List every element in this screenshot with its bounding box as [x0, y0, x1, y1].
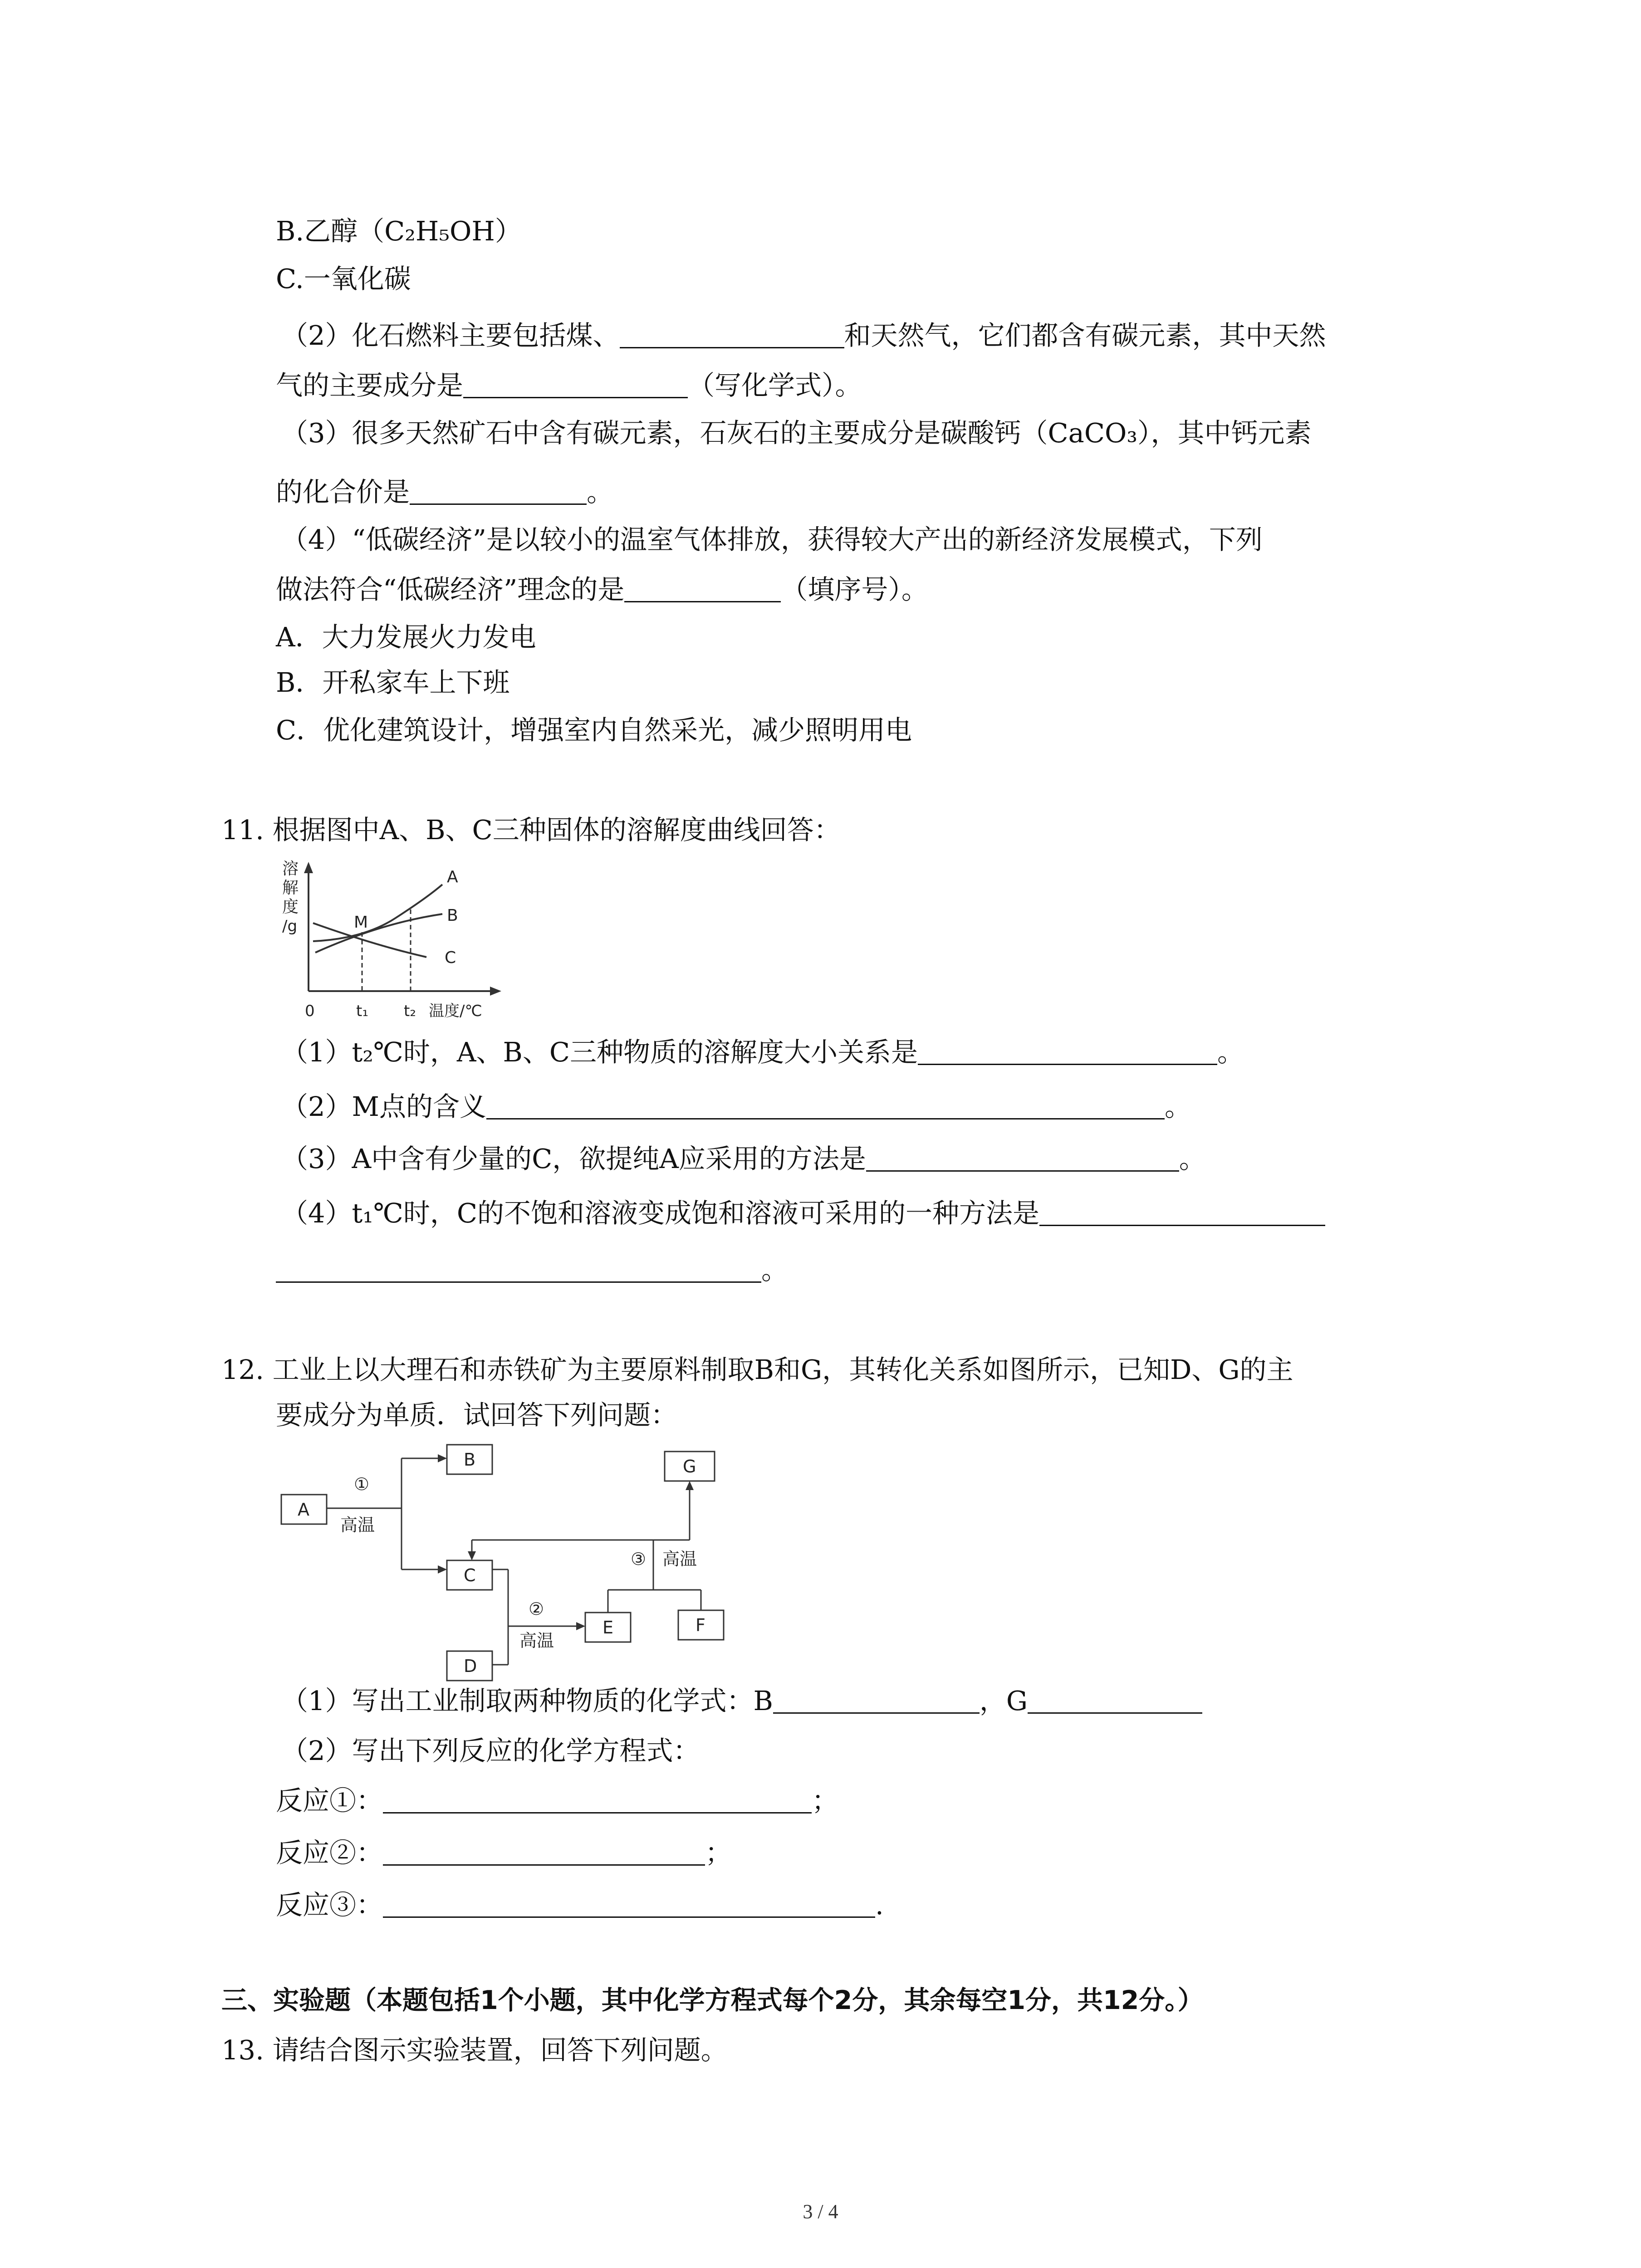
q10-part3-text-b: 的化合价是 — [276, 476, 410, 508]
section3-heading: 三、实验题（本题包括1个小题，其中化学方程式每个2分，其余每空1分，共12分。） — [221, 1985, 1204, 2015]
q12-reaction3-label: 反应③： — [276, 1889, 383, 1921]
q12-reaction3-blank[interactable] — [383, 1890, 875, 1918]
q12-sub1-text-g: ，G — [979, 1685, 1028, 1716]
q11-sub3-end: 。 — [1179, 1143, 1206, 1174]
reaction-3-mark: ③ — [631, 1549, 647, 1569]
arrowhead-b — [438, 1454, 447, 1462]
q12-reaction3 — [276, 1887, 884, 1923]
q11-sub2-end: 。 — [1164, 1091, 1191, 1122]
q11-sub4-blank2[interactable] — [276, 1255, 761, 1283]
graph-t1-label: t₁ — [356, 1002, 368, 1020]
q10-part4-option-a: A．大力发展火力发电 — [276, 621, 536, 653]
q10-part2-blank1[interactable] — [620, 321, 844, 348]
q12-reaction1 — [276, 1783, 838, 1819]
box-f-label: F — [696, 1615, 705, 1635]
arrowhead-c-back — [468, 1551, 476, 1560]
q11-sub2-text: （2）M点的含义 — [281, 1091, 486, 1122]
q12-reaction2 — [276, 1835, 732, 1871]
q10-part4-text-b: 做法符合“低碳经济”理念的是 — [276, 574, 625, 605]
q10-part4-line1: （4）“低碳经济”是以较小的温室气体排放，获得较大产出的新经济发展模式，下列 — [281, 524, 1263, 555]
q12-sub1-blank-g[interactable] — [1028, 1686, 1202, 1714]
box-e-label: E — [603, 1618, 614, 1637]
graph-ylabel-1: 溶 — [282, 860, 299, 878]
q10-part3-line2 — [276, 474, 613, 510]
q12-reaction2-blank[interactable] — [383, 1838, 705, 1866]
curve-b — [315, 914, 442, 953]
q10-part2-line1 — [281, 318, 1326, 354]
q10-part2-line2 — [276, 367, 862, 404]
q11-sub1 — [281, 1034, 1244, 1070]
q10-part3-text-c: 。 — [587, 476, 614, 508]
q10-part4-line2 — [276, 572, 928, 608]
q12-sub2: （2）写出下列反应的化学方程式： — [281, 1735, 700, 1766]
arrowhead-g — [686, 1481, 694, 1490]
q11-sub4-line2 — [276, 1252, 788, 1288]
q12-sub1 — [281, 1683, 1202, 1719]
q12-reaction2-label: 反应②： — [276, 1837, 383, 1868]
graph-y-arrow — [304, 862, 313, 873]
point-m-label: M — [354, 913, 368, 932]
q11-sub4-blank1[interactable] — [1039, 1198, 1325, 1226]
q12-stem-line2: 要成分为单质．试回答下列问题： — [276, 1399, 678, 1431]
q12-reaction1-label: 反应①： — [276, 1785, 383, 1816]
box-c-label: C — [464, 1565, 476, 1585]
q11-sub4-text: （4）t₁℃时，C的不饱和溶液变成饱和溶液可采用的一种方法是 — [281, 1198, 1040, 1229]
q12-reaction1-blank[interactable] — [383, 1786, 812, 1813]
box-g-label: G — [683, 1457, 696, 1476]
curve-b-label: B — [447, 906, 458, 925]
q10-option-c: C.一氧化碳 — [276, 263, 411, 294]
q10-part2-text-c: 气的主要成分是 — [276, 370, 464, 401]
q10-part4-blank[interactable] — [624, 575, 781, 602]
reaction-2-mark: ② — [529, 1599, 544, 1619]
q11-sub3-text: （3）A中含有少量的C，欲提纯A应采用的方法是 — [281, 1143, 866, 1174]
curve-c-label: C — [445, 948, 456, 967]
q11-sub3 — [281, 1141, 1206, 1177]
q12-reaction1-end: ； — [812, 1785, 839, 1816]
q11-sub2-blank[interactable] — [486, 1092, 1165, 1119]
q12-sub1-text: （1）写出工业制取两种物质的化学式：B — [281, 1685, 773, 1716]
q11-sub3-blank[interactable] — [866, 1144, 1179, 1172]
graph-ylabel-4: /g — [282, 917, 298, 935]
q10-option-b: B.乙醇（C₂H₅OH） — [276, 215, 522, 247]
reaction-2-condition: 高温 — [519, 1631, 554, 1651]
q11-sub1-end: 。 — [1217, 1036, 1244, 1068]
q11-sub4-end: 。 — [761, 1254, 789, 1286]
q10-part2-blank2[interactable] — [463, 371, 688, 398]
arrowhead-e — [576, 1622, 585, 1630]
reaction-1-mark: ① — [354, 1474, 370, 1494]
q10-part4-option-c: C．优化建筑设计，增强室内自然采光，减少照明用电 — [276, 714, 912, 746]
q10-part2-text-b: 和天然气，它们都含有碳元素，其中天然 — [844, 320, 1326, 351]
q11-sub1-text: （1）t₂℃时，A、B、C三种物质的溶解度大小关系是 — [281, 1036, 918, 1068]
box-d-label: D — [464, 1656, 477, 1676]
arrowhead-c — [438, 1565, 447, 1574]
q12-reaction2-end: ； — [705, 1837, 732, 1868]
conversion-flow-diagram — [272, 1433, 749, 1696]
reaction-1-condition: 高温 — [340, 1515, 375, 1535]
q10-part2-text-a: （2）化石燃料主要包括煤、 — [281, 320, 620, 351]
q11-stem: 11. 根据图中A、B、C三种固体的溶解度曲线回答： — [221, 814, 841, 846]
q10-part4-option-b: B．开私家车上下班 — [276, 667, 510, 698]
box-b-label: B — [464, 1450, 476, 1470]
q10-part3-line1: （3）很多天然矿石中含有碳元素，石灰石的主要成分是碳酸钙（CaCO₃），其中钙元素 — [281, 417, 1312, 449]
graph-origin-label: 0 — [305, 1002, 315, 1020]
curve-a — [313, 885, 442, 941]
q13-stem: 13. 请结合图示实验装置，回答下列问题。 — [221, 2034, 728, 2066]
curve-a-label: A — [447, 868, 458, 886]
q11-sub4-line1 — [281, 1195, 1325, 1232]
q12-stem-line1: 12. 工业上以大理石和赤铁矿为主要原料制取B和G，其转化关系如图所示，已知D、G的主 — [221, 1354, 1293, 1385]
page-number: 3 / 4 — [803, 2200, 838, 2223]
q10-part4-text-c: （填序号）。 — [781, 574, 928, 605]
q11-sub2 — [281, 1089, 1191, 1125]
q11-sub1-blank[interactable] — [918, 1037, 1217, 1065]
q12-reaction3-end: . — [875, 1889, 884, 1921]
q12-sub1-blank-b[interactable] — [773, 1686, 980, 1714]
graph-xlabel: 温度/℃ — [429, 1002, 482, 1020]
graph-t2-label: t₂ — [404, 1002, 416, 1020]
graph-ylabel-3: 度 — [282, 898, 299, 916]
box-a-label: A — [298, 1500, 309, 1520]
q10-part3-blank[interactable] — [410, 477, 587, 505]
reaction-3-condition: 高温 — [662, 1549, 697, 1569]
graph-x-arrow — [490, 987, 501, 996]
graph-ylabel-2: 解 — [282, 879, 299, 897]
solubility-curve-graph — [272, 855, 513, 1023]
q10-part2-text-d: （写化学式）。 — [688, 370, 862, 401]
